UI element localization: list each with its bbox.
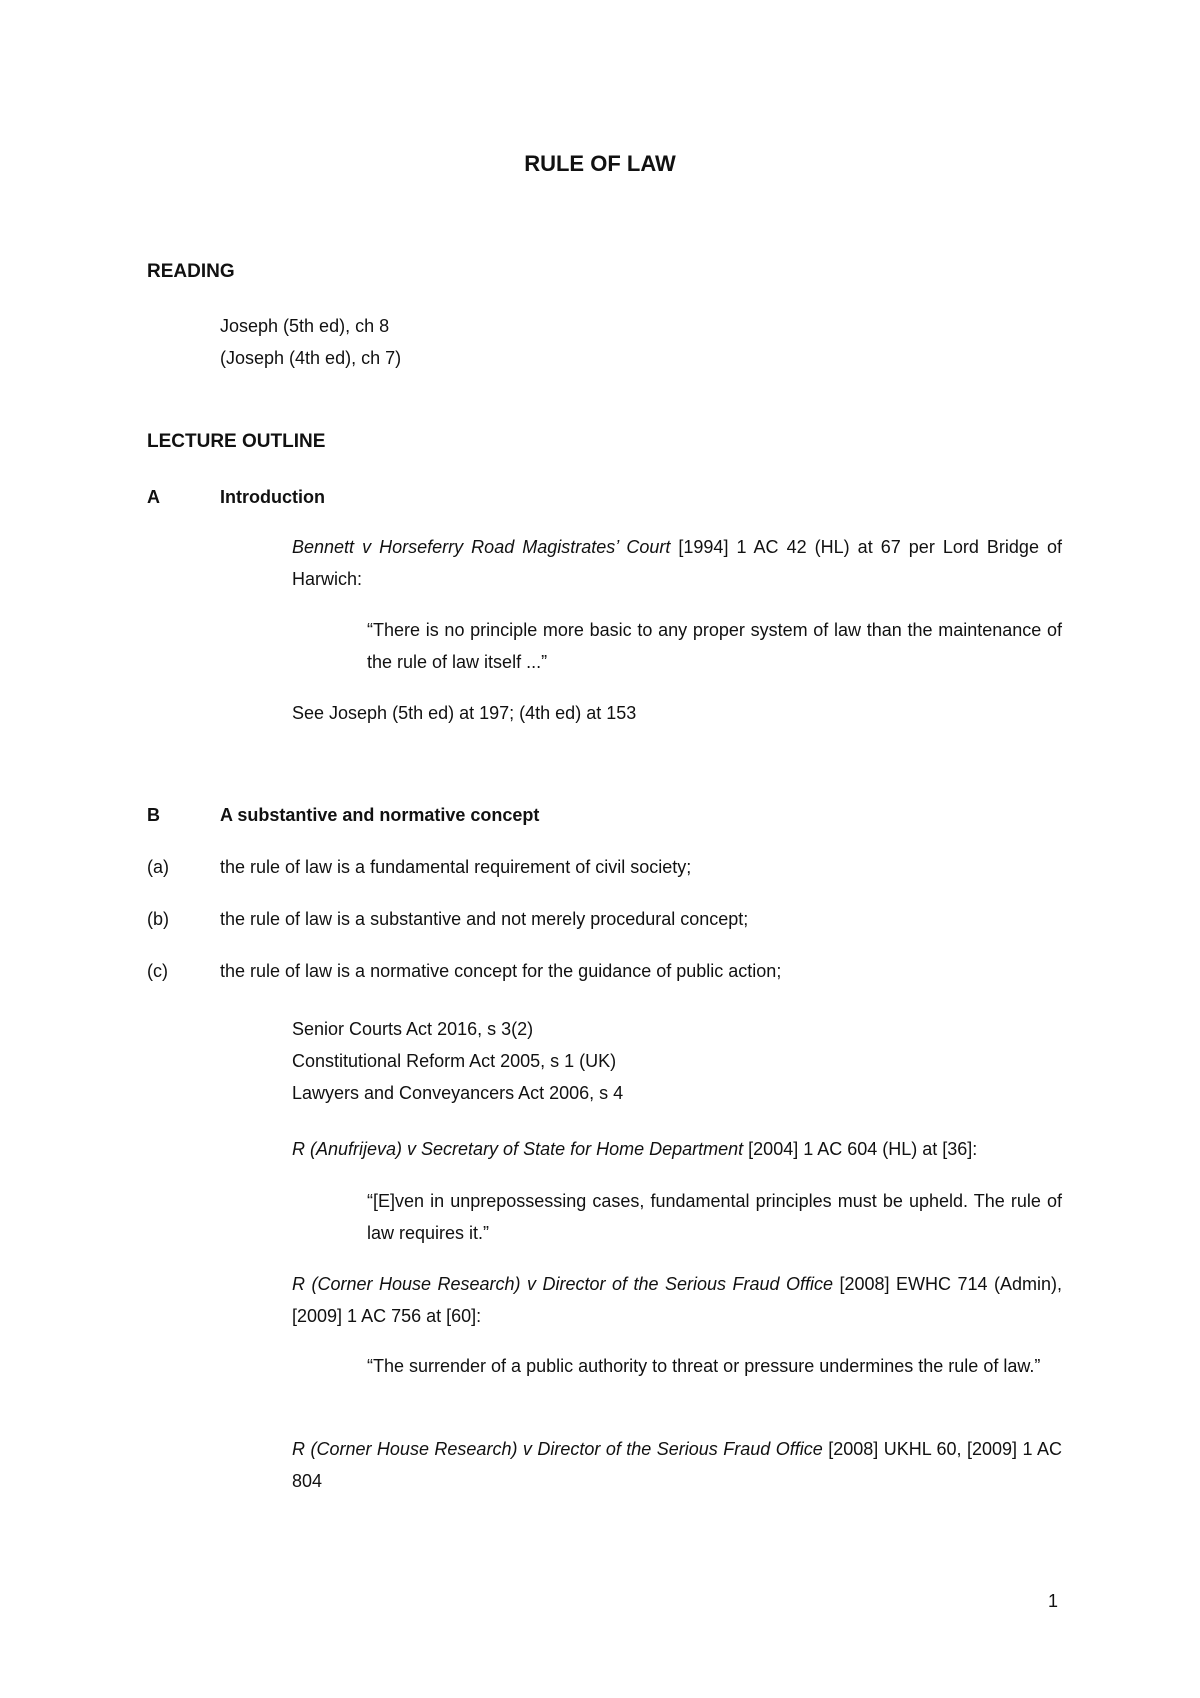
section-letter: A	[147, 487, 160, 507]
case-name: R (Corner House Research) v Director of the Serious Fraud Office	[292, 1274, 833, 1294]
case-reference: [2008] EWHC 714 (Admin), [2009] 1 AC 756 at [60]:	[292, 1274, 1062, 1326]
page-number: 1	[1048, 1591, 1059, 1611]
case-quote: “The surrender of a public authority to threat or pressure undermines the rule of law.”	[367, 1356, 1041, 1376]
outline-heading: LECTURE OUTLINE	[147, 431, 326, 452]
point-text: the rule of law is a normative concept for the guidance of public action;	[220, 961, 782, 981]
case-quote: “[E]ven in unprepossessing cases, fundamental principles must be upheld. The rule of law requires it.”	[367, 1191, 1062, 1243]
case-citation	[292, 1433, 1062, 1497]
point-label: (b)	[147, 909, 169, 929]
point-text: the rule of law is a substantive and not merely procedural concept;	[220, 909, 749, 929]
point-label: (c)	[147, 961, 168, 981]
see-also-reference: See Joseph (5th ed) at 197; (4th ed) at 153	[292, 703, 637, 723]
section-title: Introduction	[220, 487, 325, 507]
case-reference: [2004] 1 AC 604 (HL) at [36]:	[743, 1139, 978, 1159]
case-citation	[292, 531, 1062, 595]
case-name: Bennett v Horseferry Road Magistrates’ Court	[292, 537, 671, 557]
reading-item: Joseph (5th ed), ch 8	[220, 316, 390, 336]
section-letter: B	[147, 805, 160, 825]
case-name: R (Anufrijeva) v Secretary of State for Home Department	[292, 1139, 744, 1159]
statute-reference: Senior Courts Act 2016, s 3(2)	[292, 1019, 534, 1039]
case-name: R (Corner House Research) v Director of the Serious Fraud Office	[292, 1439, 823, 1459]
case-reference: [2008] UKHL 60, [2009] 1 AC 804	[292, 1439, 1062, 1491]
point-text: the rule of law is a fundamental requirement of civil society;	[220, 857, 692, 877]
statute-reference: Constitutional Reform Act 2005, s 1 (UK)	[292, 1051, 617, 1071]
page-title: RULE OF LAW	[524, 151, 676, 176]
case-citation	[292, 1133, 1062, 1165]
case-quote: “There is no principle more basic to any proper system of law than the maintenance of the rule of law itself ...”	[367, 620, 1062, 672]
statute-reference: Lawyers and Conveyancers Act 2006, s 4	[292, 1083, 624, 1103]
point-label: (a)	[147, 857, 169, 877]
reading-item: (Joseph (4th ed), ch 7)	[220, 348, 402, 368]
section-title: A substantive and normative concept	[220, 805, 540, 825]
case-citation	[292, 1268, 1062, 1332]
case-reference: [1994] 1 AC 42 (HL) at 67 per Lord Bridge of Harwich:	[292, 537, 1063, 589]
reading-heading: READING	[147, 261, 235, 282]
